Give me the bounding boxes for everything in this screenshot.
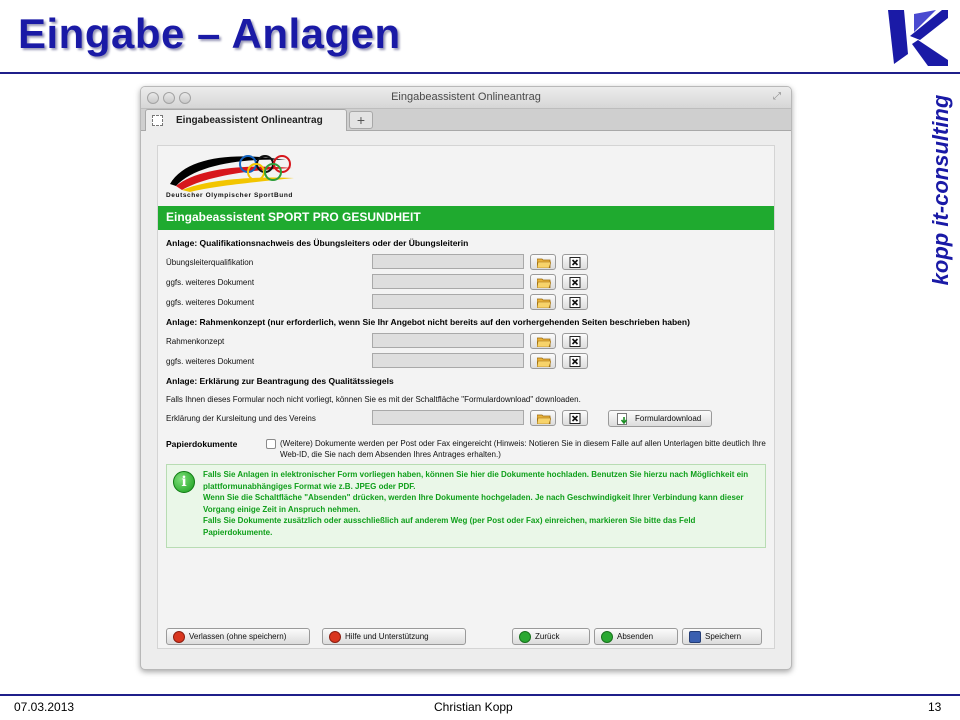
file-field[interactable] [372, 410, 524, 425]
section-heading-qualification: Anlage: Qualifikationsnachweis des Übungsleiters oder der Übungsleiterin [166, 238, 469, 248]
file-field[interactable] [372, 274, 524, 289]
forward-arrow-icon [601, 631, 613, 643]
form-header [158, 206, 774, 230]
download-icon [617, 413, 630, 425]
folder-icon [537, 277, 551, 288]
form-download-button[interactable] [608, 410, 712, 427]
remove-button[interactable] [562, 294, 588, 310]
page-number: 13 [928, 700, 942, 714]
send-button[interactable] [594, 628, 678, 645]
exit-icon [173, 631, 185, 643]
folder-icon [537, 336, 551, 347]
info-paragraph: Falls Sie Anlagen in elektronischer Form vorliegen haben, können Sie hier die Dokumente hochladen. Benutzen Sie hierzu nach Möglichkeit ein plattformunabhängiges Format wie z.B. JPEG oder PDF. [203, 470, 749, 491]
info-text [203, 469, 763, 538]
leave-button[interactable] [166, 628, 310, 645]
file-field[interactable] [372, 294, 524, 309]
row-label: Übungsleiterqualifikation [166, 258, 254, 267]
folder-icon [537, 257, 551, 268]
paper-documents-label: Papierdokumente [166, 439, 238, 449]
file-field[interactable] [372, 353, 524, 368]
remove-button[interactable] [562, 353, 588, 369]
browse-button[interactable] [530, 294, 556, 310]
kopp-logo [884, 6, 950, 68]
info-icon: i [173, 471, 195, 493]
save-button[interactable] [682, 628, 762, 645]
section-heading-concept: Anlage: Rahmenkonzept (nur erforderlich, wenn Sie Ihr Angebot nicht bereits auf den vorhergehenden Seiten beschrieben haben) [166, 317, 690, 327]
download-note: Falls Ihnen dieses Formular noch nicht vorliegt, können Sie es mit der Schaltfläche "Formulardownload" downloaden. [166, 395, 581, 404]
tab-onlineantrag[interactable] [145, 109, 347, 131]
back-arrow-icon [519, 631, 531, 643]
help-label: Hilfe und Unterstützung [345, 632, 429, 641]
delete-icon [569, 356, 581, 367]
window-titlebar [141, 87, 791, 109]
leave-label: Verlassen (ohne speichern) [189, 632, 287, 641]
browse-button[interactable] [530, 274, 556, 290]
delete-icon [569, 336, 581, 347]
tab-label: Eingabeassistent Onlineantrag [176, 115, 323, 126]
dosb-logo-text: Deutscher Olympischer SportBund [166, 192, 293, 199]
folder-icon [537, 413, 551, 424]
delete-icon [569, 277, 581, 288]
row-label: ggfs. weiteres Dokument [166, 357, 255, 366]
file-field[interactable] [372, 254, 524, 269]
row-label: Erklärung der Kursleitung und des Vereins [166, 414, 316, 423]
footer-divider [0, 694, 960, 696]
browse-button[interactable] [530, 333, 556, 349]
remove-button[interactable] [562, 254, 588, 270]
footer-date: 07.03.2013 [14, 700, 75, 714]
page-content [157, 145, 775, 649]
save-disk-icon [689, 631, 701, 643]
form-title: Eingabeassistent SPORT PRO GESUNDHEIT [166, 210, 421, 224]
info-paragraph: Wenn Sie die Schaltfläche "Absenden" drücken, werden Ihre Dokumente hochgeladen. Je nach Geschwindigkeit Ihrer Verbindung kann dieser Vorgang einige Zeit in Anspruch nehmen. [203, 493, 744, 514]
browse-button[interactable] [530, 353, 556, 369]
help-icon [329, 631, 341, 643]
paper-documents-checkbox[interactable] [266, 439, 276, 449]
save-label: Speichern [705, 632, 742, 641]
row-label: ggfs. weiteres Dokument [166, 298, 255, 307]
folder-icon [537, 297, 551, 308]
back-button[interactable] [512, 628, 590, 645]
delete-icon [569, 413, 581, 424]
paper-documents-text: (Weitere) Dokumente werden per Post oder Fax eingereicht (Hinweis: Notieren Sie in diesem Falle auf allen Unterlagen bitte deutlich Ihre Web-ID, die Sie nach dem Absenden Ihres Antrages erhalten.) [280, 439, 766, 459]
remove-button[interactable] [562, 333, 588, 349]
page-icon [152, 115, 163, 126]
olympic-rings-icon [166, 150, 316, 192]
delete-icon [569, 297, 581, 308]
footer-author: Christian Kopp [434, 700, 513, 714]
form-download-label: Formulardownload [635, 414, 702, 423]
row-label: Rahmenkonzept [166, 337, 225, 346]
remove-button[interactable] [562, 410, 588, 426]
send-label: Absenden [617, 632, 654, 641]
browser-window [140, 86, 792, 670]
new-tab-button[interactable]: + [349, 111, 373, 129]
remove-button[interactable] [562, 274, 588, 290]
brand-tagline: kopp it-consulting [928, 94, 953, 286]
slide-title: Eingabe – Anlagen [18, 10, 401, 57]
title-divider [0, 72, 960, 74]
delete-icon [569, 257, 581, 268]
fullscreen-icon[interactable]: ⤢ [773, 91, 781, 102]
browse-button[interactable] [530, 254, 556, 270]
file-field[interactable] [372, 333, 524, 348]
back-label: Zurück [535, 632, 560, 641]
row-label: ggfs. weiteres Dokument [166, 278, 255, 287]
tab-bar [141, 109, 791, 131]
dosb-logo [166, 150, 316, 206]
info-box [166, 464, 766, 548]
window-title: Eingabeassistent Onlineantrag [391, 91, 541, 103]
info-paragraph: Falls Sie Dokumente zusätzlich oder ausschließlich auf anderem Weg (per Post oder Fax) einreichen, markieren Sie bitte das Feld Papierdokumente. [203, 516, 696, 537]
help-button[interactable] [322, 628, 466, 645]
folder-icon [537, 356, 551, 367]
section-heading-declaration: Anlage: Erklärung zur Beantragung des Qualitätssiegels [166, 376, 394, 386]
browse-button[interactable] [530, 410, 556, 426]
